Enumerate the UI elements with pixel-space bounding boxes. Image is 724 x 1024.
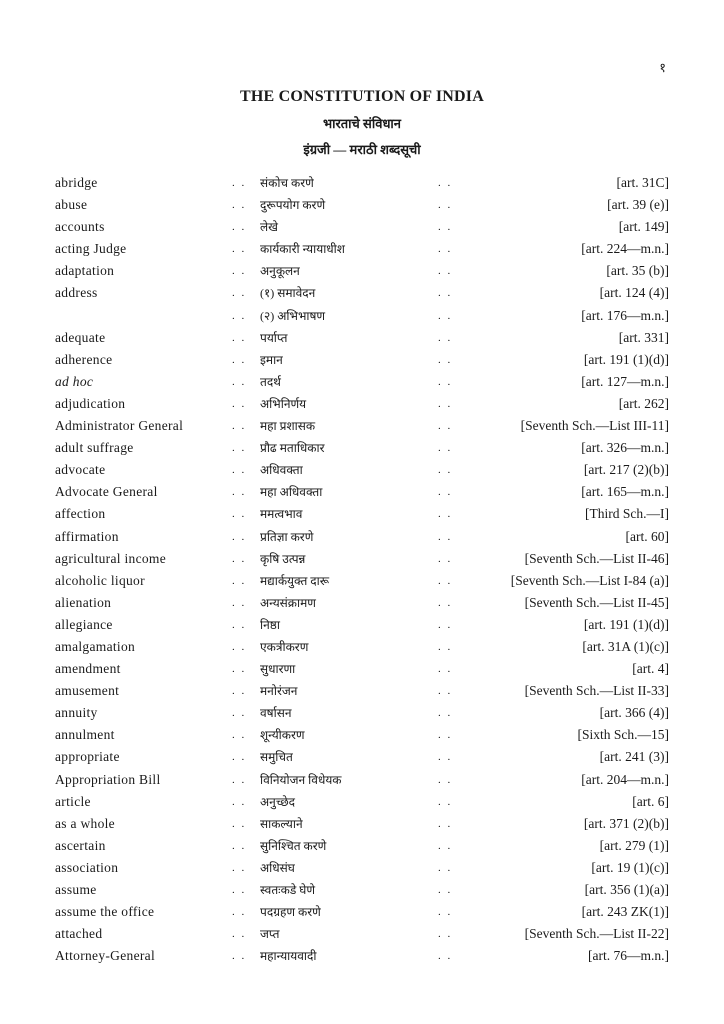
article-reference: [art. 326—m.n.] [581, 440, 669, 456]
article-reference: [art. 371 (2)(b)] [583, 815, 669, 831]
marathi-term: (२) अभिभाषण [260, 308, 326, 323]
leader-dots: . . [232, 552, 247, 565]
article-reference: [art. 331] [618, 329, 669, 345]
marathi-term: अधिसंघ [260, 860, 295, 875]
article-reference: [art. 35 (b)] [606, 263, 669, 279]
marathi-term: स्वतःकडे घेणे [260, 883, 316, 897]
glossary-entry [55, 835, 669, 857]
glossary-entry [55, 746, 669, 768]
article-reference: [art. 31A (1)(c)] [582, 638, 669, 654]
leader-dots: . . [232, 353, 247, 366]
english-term: Advocate General [55, 484, 158, 500]
glossary-entry [55, 813, 669, 835]
english-term: adaptation [55, 263, 115, 279]
glossary-entry [55, 481, 669, 503]
english-term: as a whole [55, 815, 115, 831]
leader-dots: . . [438, 243, 453, 256]
article-reference: [art. 279 (1)] [599, 837, 669, 853]
marathi-term: शून्यीकरण [260, 728, 305, 743]
page-subtitle: भारताचे संविधान [322, 116, 402, 131]
article-reference: [art. 149] [618, 219, 669, 235]
glossary-entry [55, 371, 669, 393]
leader-dots: . . [232, 221, 247, 234]
marathi-term: पदग्रहण करणे [260, 905, 321, 920]
leader-dots: . . [438, 596, 453, 609]
article-reference: [art. 6] [632, 793, 669, 809]
english-term: affection [55, 506, 106, 522]
glossary-entry [55, 305, 669, 327]
glossary-entry [55, 282, 669, 304]
english-term: amusement [55, 683, 120, 699]
english-term: association [55, 859, 119, 875]
glossary-entry [55, 548, 669, 570]
leader-dots: . . [438, 950, 453, 963]
english-term: amalgamation [55, 638, 136, 654]
glossary-list [55, 172, 669, 967]
english-term: alienation [55, 594, 112, 610]
leader-dots: . . [232, 640, 247, 653]
glossary-entry [55, 680, 669, 702]
article-reference: [art. 191 (1)(d)] [583, 351, 669, 367]
leader-dots: . . [438, 464, 453, 477]
leader-dots: . . [232, 287, 247, 300]
page-number: १ [659, 60, 666, 75]
article-reference: [Seventh Sch.—List II-45] [524, 594, 669, 610]
article-reference: [art. 165—m.n.] [581, 484, 669, 500]
leader-dots: . . [438, 287, 453, 300]
leader-dots: . . [232, 618, 247, 631]
leader-dots: . . [232, 420, 247, 433]
english-term: Attorney-General [55, 948, 156, 964]
english-term: accounts [55, 219, 105, 235]
leader-dots: . . [438, 574, 453, 587]
marathi-term: तदर्थ [260, 374, 281, 389]
glossary-entry [55, 437, 669, 459]
leader-dots: . . [438, 221, 453, 234]
marathi-term: महा अधिवक्ता [260, 485, 323, 500]
marathi-term: सुधारणा [260, 662, 296, 677]
leader-dots: . . [232, 309, 247, 322]
leader-dots: . . [438, 375, 453, 388]
english-term: ad hoc [55, 373, 94, 389]
glossary-heading: इंग्रजी — मराठी शब्दसूची [303, 142, 421, 157]
leader-dots: . . [232, 243, 247, 256]
article-reference: [art. 262] [618, 395, 669, 411]
glossary-entry [55, 614, 669, 636]
glossary-entry [55, 658, 669, 680]
english-term: adjudication [55, 395, 126, 411]
leader-dots: . . [438, 309, 453, 322]
english-term: agricultural income [55, 550, 167, 566]
marathi-term: मनोरंजन [260, 684, 298, 699]
leader-dots: . . [232, 596, 247, 609]
marathi-term: मद्यार्कयुक्त दारू [260, 573, 330, 588]
glossary-entry [55, 702, 669, 724]
leader-dots: . . [438, 199, 453, 212]
marathi-term: अभिनिर्णय [260, 396, 307, 411]
glossary-entry [55, 459, 669, 481]
article-reference: [Seventh Sch.—List III-11] [520, 418, 669, 434]
marathi-term: कृषि उत्पन्न [260, 551, 306, 566]
marathi-term: निष्ठा [260, 617, 280, 632]
article-reference: [Third Sch.—I] [585, 506, 669, 522]
glossary-entry [55, 570, 669, 592]
article-reference: [art. 39 (e)] [607, 197, 669, 213]
glossary-entry [55, 238, 669, 260]
glossary-entry [55, 945, 669, 967]
page-title: THE CONSTITUTION OF INDIA [239, 88, 484, 105]
glossary-entry [55, 216, 669, 238]
article-reference: [art. 243 ZK(1)] [581, 904, 669, 920]
english-term: appropriate [55, 749, 120, 765]
article-reference: [art. 241 (3)] [599, 749, 669, 765]
leader-dots: . . [232, 331, 247, 344]
leader-dots: . . [438, 751, 453, 764]
leader-dots: . . [232, 397, 247, 410]
glossary-entry [55, 769, 669, 791]
glossary-entry [55, 415, 669, 437]
marathi-term: पर्याप्त [260, 330, 288, 345]
article-reference: [art. 217 (2)(b)] [583, 462, 669, 478]
leader-dots: . . [232, 795, 247, 808]
marathi-term: जप्त [260, 927, 280, 942]
article-reference: [art. 19 (1)(c)] [591, 859, 669, 875]
leader-dots: . . [232, 442, 247, 455]
english-term: Appropriation Bill [55, 771, 161, 787]
leader-dots: . . [232, 950, 247, 963]
marathi-term: प्रतिज्ञा करणे [260, 529, 314, 544]
leader-dots: . . [438, 530, 453, 543]
leader-dots: . . [438, 795, 453, 808]
marathi-term: वर्षासन [260, 706, 292, 721]
glossary-entry [55, 879, 669, 901]
leader-dots: . . [232, 574, 247, 587]
leader-dots: . . [232, 464, 247, 477]
marathi-term: अन्यसंक्रामण [260, 595, 316, 610]
marathi-term: लेखे [260, 220, 278, 235]
leader-dots: . . [438, 331, 453, 344]
glossary-entry [55, 636, 669, 658]
leader-dots: . . [438, 486, 453, 499]
leader-dots: . . [438, 773, 453, 786]
glossary-entry [55, 592, 669, 614]
marathi-term: साकल्याने [260, 816, 303, 831]
english-term: address [55, 285, 98, 301]
english-term: affirmation [55, 528, 119, 544]
english-term: adequate [55, 329, 106, 345]
glossary-entry [55, 172, 669, 194]
english-term: adherence [55, 351, 113, 367]
leader-dots: . . [438, 177, 453, 189]
article-reference: [art. 4] [632, 661, 669, 677]
leader-dots: . . [232, 906, 247, 919]
glossary-entry [55, 923, 669, 945]
leader-dots: . . [232, 928, 247, 941]
leader-dots: . . [438, 685, 453, 698]
glossary-entry [55, 526, 669, 548]
glossary-entry [55, 260, 669, 282]
leader-dots: . . [232, 751, 247, 764]
marathi-term: समुचित [260, 750, 293, 765]
marathi-term: (१) समावेदन [260, 286, 316, 301]
english-term: allegiance [55, 616, 113, 632]
leader-dots: . . [438, 353, 453, 366]
leader-dots: . . [438, 906, 453, 919]
english-term: Administrator General [55, 418, 184, 434]
article-reference: [art. 176—m.n.] [581, 307, 669, 323]
leader-dots: . . [232, 508, 247, 521]
leader-dots: . . [232, 861, 247, 874]
marathi-term: अधिवक्ता [260, 463, 303, 478]
article-reference: [art. 191 (1)(d)] [583, 616, 669, 632]
leader-dots: . . [232, 729, 247, 742]
marathi-term: महान्यायवादी [260, 949, 317, 964]
article-reference: [art. 124 (4)] [599, 285, 669, 301]
marathi-term: सुनिश्चित करणे [260, 838, 327, 853]
article-reference: [art. 76—m.n.] [588, 948, 669, 964]
glossary-entry [55, 393, 669, 415]
leader-dots: . . [232, 817, 247, 830]
glossary-entry [55, 901, 669, 923]
marathi-term: कार्यकारी न्यायाधीश [260, 242, 345, 257]
leader-dots: . . [438, 265, 453, 278]
english-term: ascertain [55, 837, 106, 853]
leader-dots: . . [438, 861, 453, 874]
leader-dots: . . [438, 663, 453, 676]
marathi-term: प्रौढ मताधिकार [260, 441, 325, 456]
marathi-term: ममत्वभाव [260, 507, 303, 522]
english-term: assume [55, 882, 97, 897]
article-reference: [art. 224—m.n.] [581, 241, 669, 257]
english-term: annuity [55, 705, 98, 721]
article-reference: [art. 127—m.n.] [581, 373, 669, 389]
leader-dots: . . [438, 928, 453, 941]
leader-dots: . . [438, 884, 453, 896]
glossary-entry [55, 349, 669, 371]
glossary-entry [55, 503, 669, 525]
leader-dots: . . [232, 773, 247, 786]
marathi-term: महा प्रशासक [260, 419, 316, 434]
leader-dots: . . [438, 640, 453, 653]
leader-dots: . . [438, 397, 453, 410]
english-term: article [55, 793, 91, 809]
leader-dots: . . [232, 685, 247, 698]
leader-dots: . . [232, 663, 247, 676]
glossary-entry [55, 857, 669, 879]
leader-dots: . . [232, 177, 247, 189]
english-term: annulment [55, 727, 115, 743]
english-term: adult suffrage [55, 440, 134, 456]
leader-dots: . . [232, 486, 247, 499]
marathi-term: एकत्रीकरण [260, 639, 309, 654]
article-reference: [art. 31C] [616, 175, 669, 190]
leader-dots: . . [438, 817, 453, 830]
article-reference: [art. 60] [625, 528, 669, 544]
article-reference: [Seventh Sch.—List II-33] [524, 683, 669, 699]
leader-dots: . . [438, 552, 453, 565]
leader-dots: . . [232, 707, 247, 720]
leader-dots: . . [232, 199, 247, 212]
marathi-term: इमान [260, 352, 283, 367]
leader-dots: . . [438, 442, 453, 455]
english-term: assume the office [55, 904, 155, 920]
article-reference: [Sixth Sch.—15] [577, 727, 669, 743]
leader-dots: . . [438, 508, 453, 521]
marathi-term: अनुकूलन [260, 264, 300, 279]
article-reference: [Seventh Sch.—List II-46] [524, 550, 669, 566]
article-reference: [Seventh Sch.—List II-22] [524, 926, 669, 942]
article-reference: [Seventh Sch.—List I-84 (a)] [510, 572, 669, 588]
english-term: abridge [55, 175, 98, 190]
leader-dots: . . [438, 420, 453, 433]
glossary-entry [55, 194, 669, 216]
article-reference: [art. 356 (1)(a)] [584, 882, 669, 897]
glossary-entry [55, 724, 669, 746]
article-reference: [art. 204—m.n.] [581, 771, 669, 787]
leader-dots: . . [438, 729, 453, 742]
leader-dots: . . [438, 707, 453, 720]
marathi-term: विनियोजन विधेयक [260, 772, 342, 787]
marathi-term: संकोच करणे [260, 176, 314, 190]
leader-dots: . . [438, 618, 453, 631]
glossary-entry [55, 791, 669, 813]
leader-dots: . . [232, 265, 247, 278]
marathi-term: अनुच्छेद [260, 794, 296, 809]
english-term: abuse [55, 197, 88, 213]
english-term: alcoholic liquor [55, 572, 145, 588]
leader-dots: . . [232, 375, 247, 388]
article-reference: [art. 366 (4)] [599, 705, 669, 721]
english-term: advocate [55, 462, 106, 478]
english-term: attached [55, 926, 103, 942]
leader-dots: . . [232, 839, 247, 852]
leader-dots: . . [232, 530, 247, 543]
leader-dots: . . [232, 884, 247, 896]
english-term: acting Judge [55, 241, 127, 257]
leader-dots: . . [438, 839, 453, 852]
glossary-entry [55, 327, 669, 349]
english-term: amendment [55, 661, 121, 677]
marathi-term: दुरूपयोग करणे [260, 198, 326, 213]
